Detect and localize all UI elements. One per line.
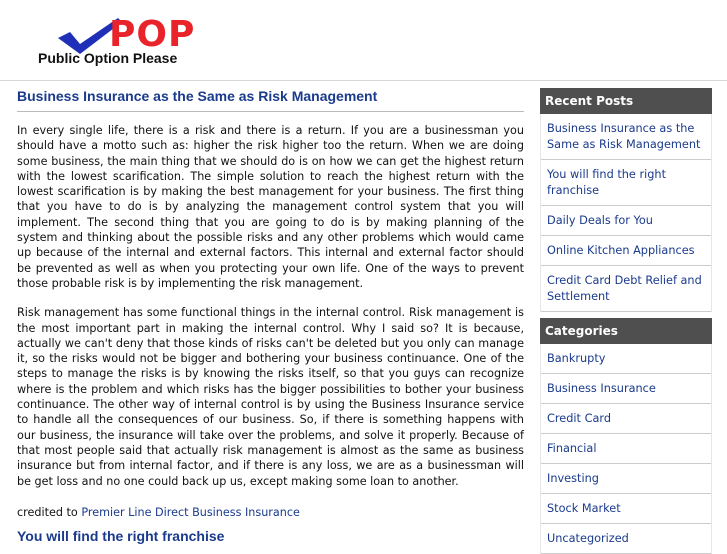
recent-post-link[interactable]: Business Insurance as the Same as Risk Management — [541, 114, 711, 160]
recent-post-link[interactable]: Online Kitchen Appliances — [541, 236, 711, 266]
category-link[interactable]: Investing — [541, 464, 711, 494]
recent-post-link[interactable]: Daily Deals for You — [541, 206, 711, 236]
recent-posts-list — [540, 114, 712, 312]
credit-link[interactable]: Premier Line Direct Business Insurance — [81, 505, 300, 519]
site-tagline: Public Option Please — [38, 50, 178, 66]
site-header — [0, 0, 727, 81]
category-link[interactable]: Uncategorized — [541, 524, 711, 554]
categories-list — [540, 344, 712, 554]
credit-prefix: credited to — [17, 505, 78, 519]
categories-heading: Categories — [540, 318, 712, 344]
next-post-title-link[interactable]: You will find the right franchise — [17, 528, 225, 544]
category-link[interactable]: Financial — [541, 434, 711, 464]
post-credit — [17, 506, 524, 519]
main-content — [17, 80, 524, 544]
category-link[interactable]: Business Insurance — [541, 374, 711, 404]
recent-post-link[interactable]: Credit Card Debt Relief and Settlement — [541, 266, 711, 312]
sidebar — [540, 88, 712, 554]
recent-posts-heading: Recent Posts — [540, 88, 712, 114]
post-paragraph-1: In every single life, there is a risk and there is a return. If you are a businessman you should have a motto such as: higher the risk higher too the return. When we are doing some business, the main thing that we should do is on how we can get the highest return with the lowest scarification. The simple solution to reach the highest return with the lowest scarification is by making the best management for your business. The first thing that you have to do is by analyzing the management control system that you will implement. The second thing that you are going to do is by making planning of the system and thinking about the possible risks and any other problems which would came up because of the internal and external factors. This internal and external factor should be prevented as well as when you protecting your own life. One of the ways to prevent those probable risk is by implementing the risk management. — [17, 124, 524, 290]
logo-wordmark: POP — [109, 14, 196, 55]
recent-post-link[interactable]: You will find the right franchise — [541, 160, 711, 206]
site-logo[interactable] — [38, 12, 238, 72]
post-title-link[interactable]: Business Insurance as the Same as Risk Management — [17, 88, 524, 112]
post-body — [17, 123, 524, 489]
category-link[interactable]: Bankrupty — [541, 344, 711, 374]
category-link[interactable]: Stock Market — [541, 494, 711, 524]
category-link[interactable]: Credit Card — [541, 404, 711, 434]
post-paragraph-2: Risk management has some functional things in the internal control. Risk management is the most important part in making the internal control. Why I said so? It is because, actually we can't deny that those kinds of risks can't be deleted but you only can manage it, so the risks would not be bigger and bothering your business continuance. One of the steps to manage the risks is by knowing the risks itself, so that you guys can recognize where is the problem and which risks has the bigger possibilities to bother your business continuance. The other way of internal control is by using the Business Insurance service to handle all the consequences of our business. So, if there is something happens with our business, the insurance will take over the problems, and solve it properly. Because of that most people said that actually risk management is almost as the same as business insurance but from internal factor, and if there is any loss, we are as a businessman will be get loss and no one could back up us, except making some loan to another. — [17, 306, 524, 488]
